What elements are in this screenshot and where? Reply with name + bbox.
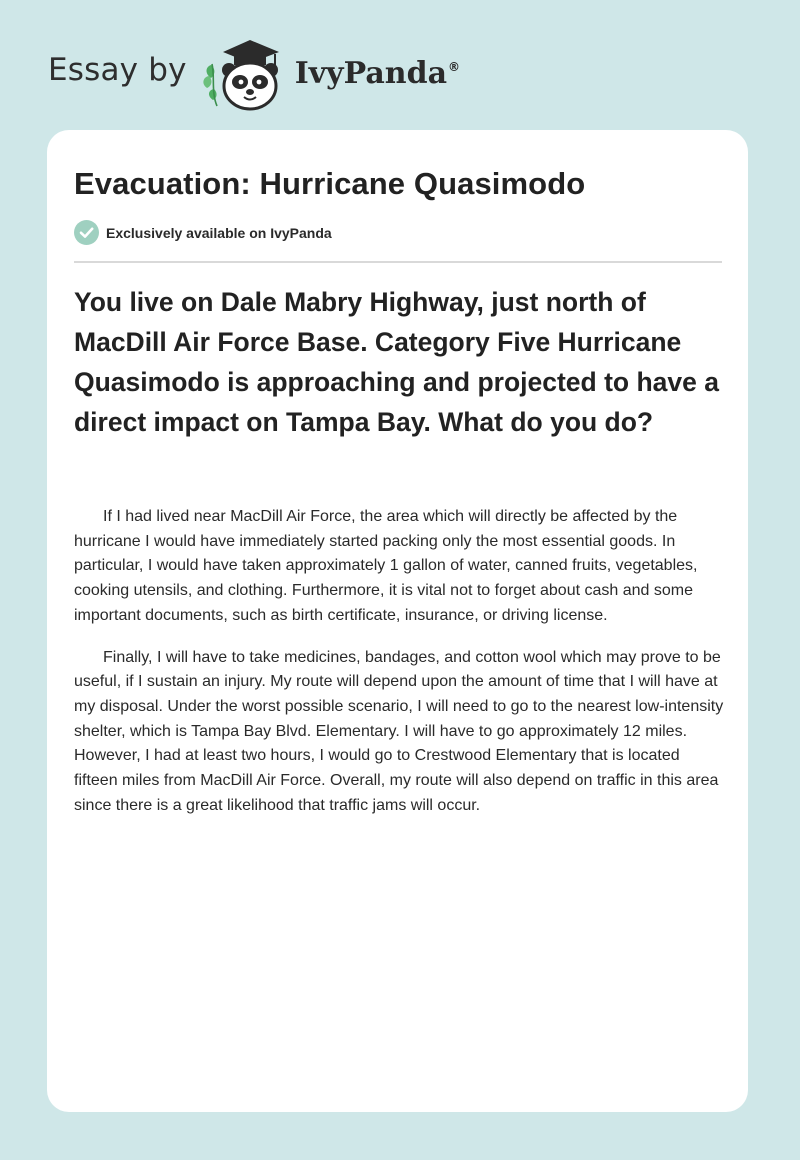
check-circle-icon xyxy=(74,220,99,245)
paragraph: If I had lived near MacDill Air Force, the area which will directly be affected by the hurricane I would have immediately started packing only the most essential goods. In particular, I would have taken approximately 1 gallon of water, canned fruits, vegetables, cooking utensils, and clothing. Furthermore, it is vital not to forget about cash and some important documents, such as birth certificate, insurance, or driving license. xyxy=(74,508,698,624)
registered-mark: ® xyxy=(448,59,461,74)
divider xyxy=(74,261,722,263)
exclusive-badge xyxy=(74,220,332,245)
essay-question: You live on Dale Mabry Highway, just north of MacDill Air Force Base. Category Five Hurricane Quasimodo is approaching and projected to have a direct impact on Tampa Bay. What do you do? xyxy=(74,287,719,437)
site-header xyxy=(48,34,460,114)
paragraph: Finally, I will have to take medicines, bandages, and cotton wool which may prove to be useful, if I sustain an injury. My route will depend upon the amount of time that I will have at my disposal. Under the worst possible scenario, I will need to go to the nearest low-intensity shelter, which is Tampa Bay Blvd. Elementary. I will have to go approximately 12 miles. However, I had at least two hours, I would go to Crestwood Elementary that is located fifteen miles from MacDill Air Force. Overall, my route will also depend on traffic in this area since there is a great likelihood that traffic jams will occur. xyxy=(74,648,724,814)
brand-prefix: Essay by xyxy=(48,52,187,88)
ivy-leaf-icon xyxy=(203,64,217,106)
essay-body xyxy=(74,505,724,835)
essay-card xyxy=(47,130,748,1112)
brand-name[interactable]: IvyPanda® xyxy=(294,55,461,91)
panda-logo-icon[interactable] xyxy=(203,34,293,114)
exclusive-badge-label: Exclusively available on IvyPanda xyxy=(106,224,332,241)
page-title: Evacuation: Hurricane Quasimodo xyxy=(74,166,586,201)
